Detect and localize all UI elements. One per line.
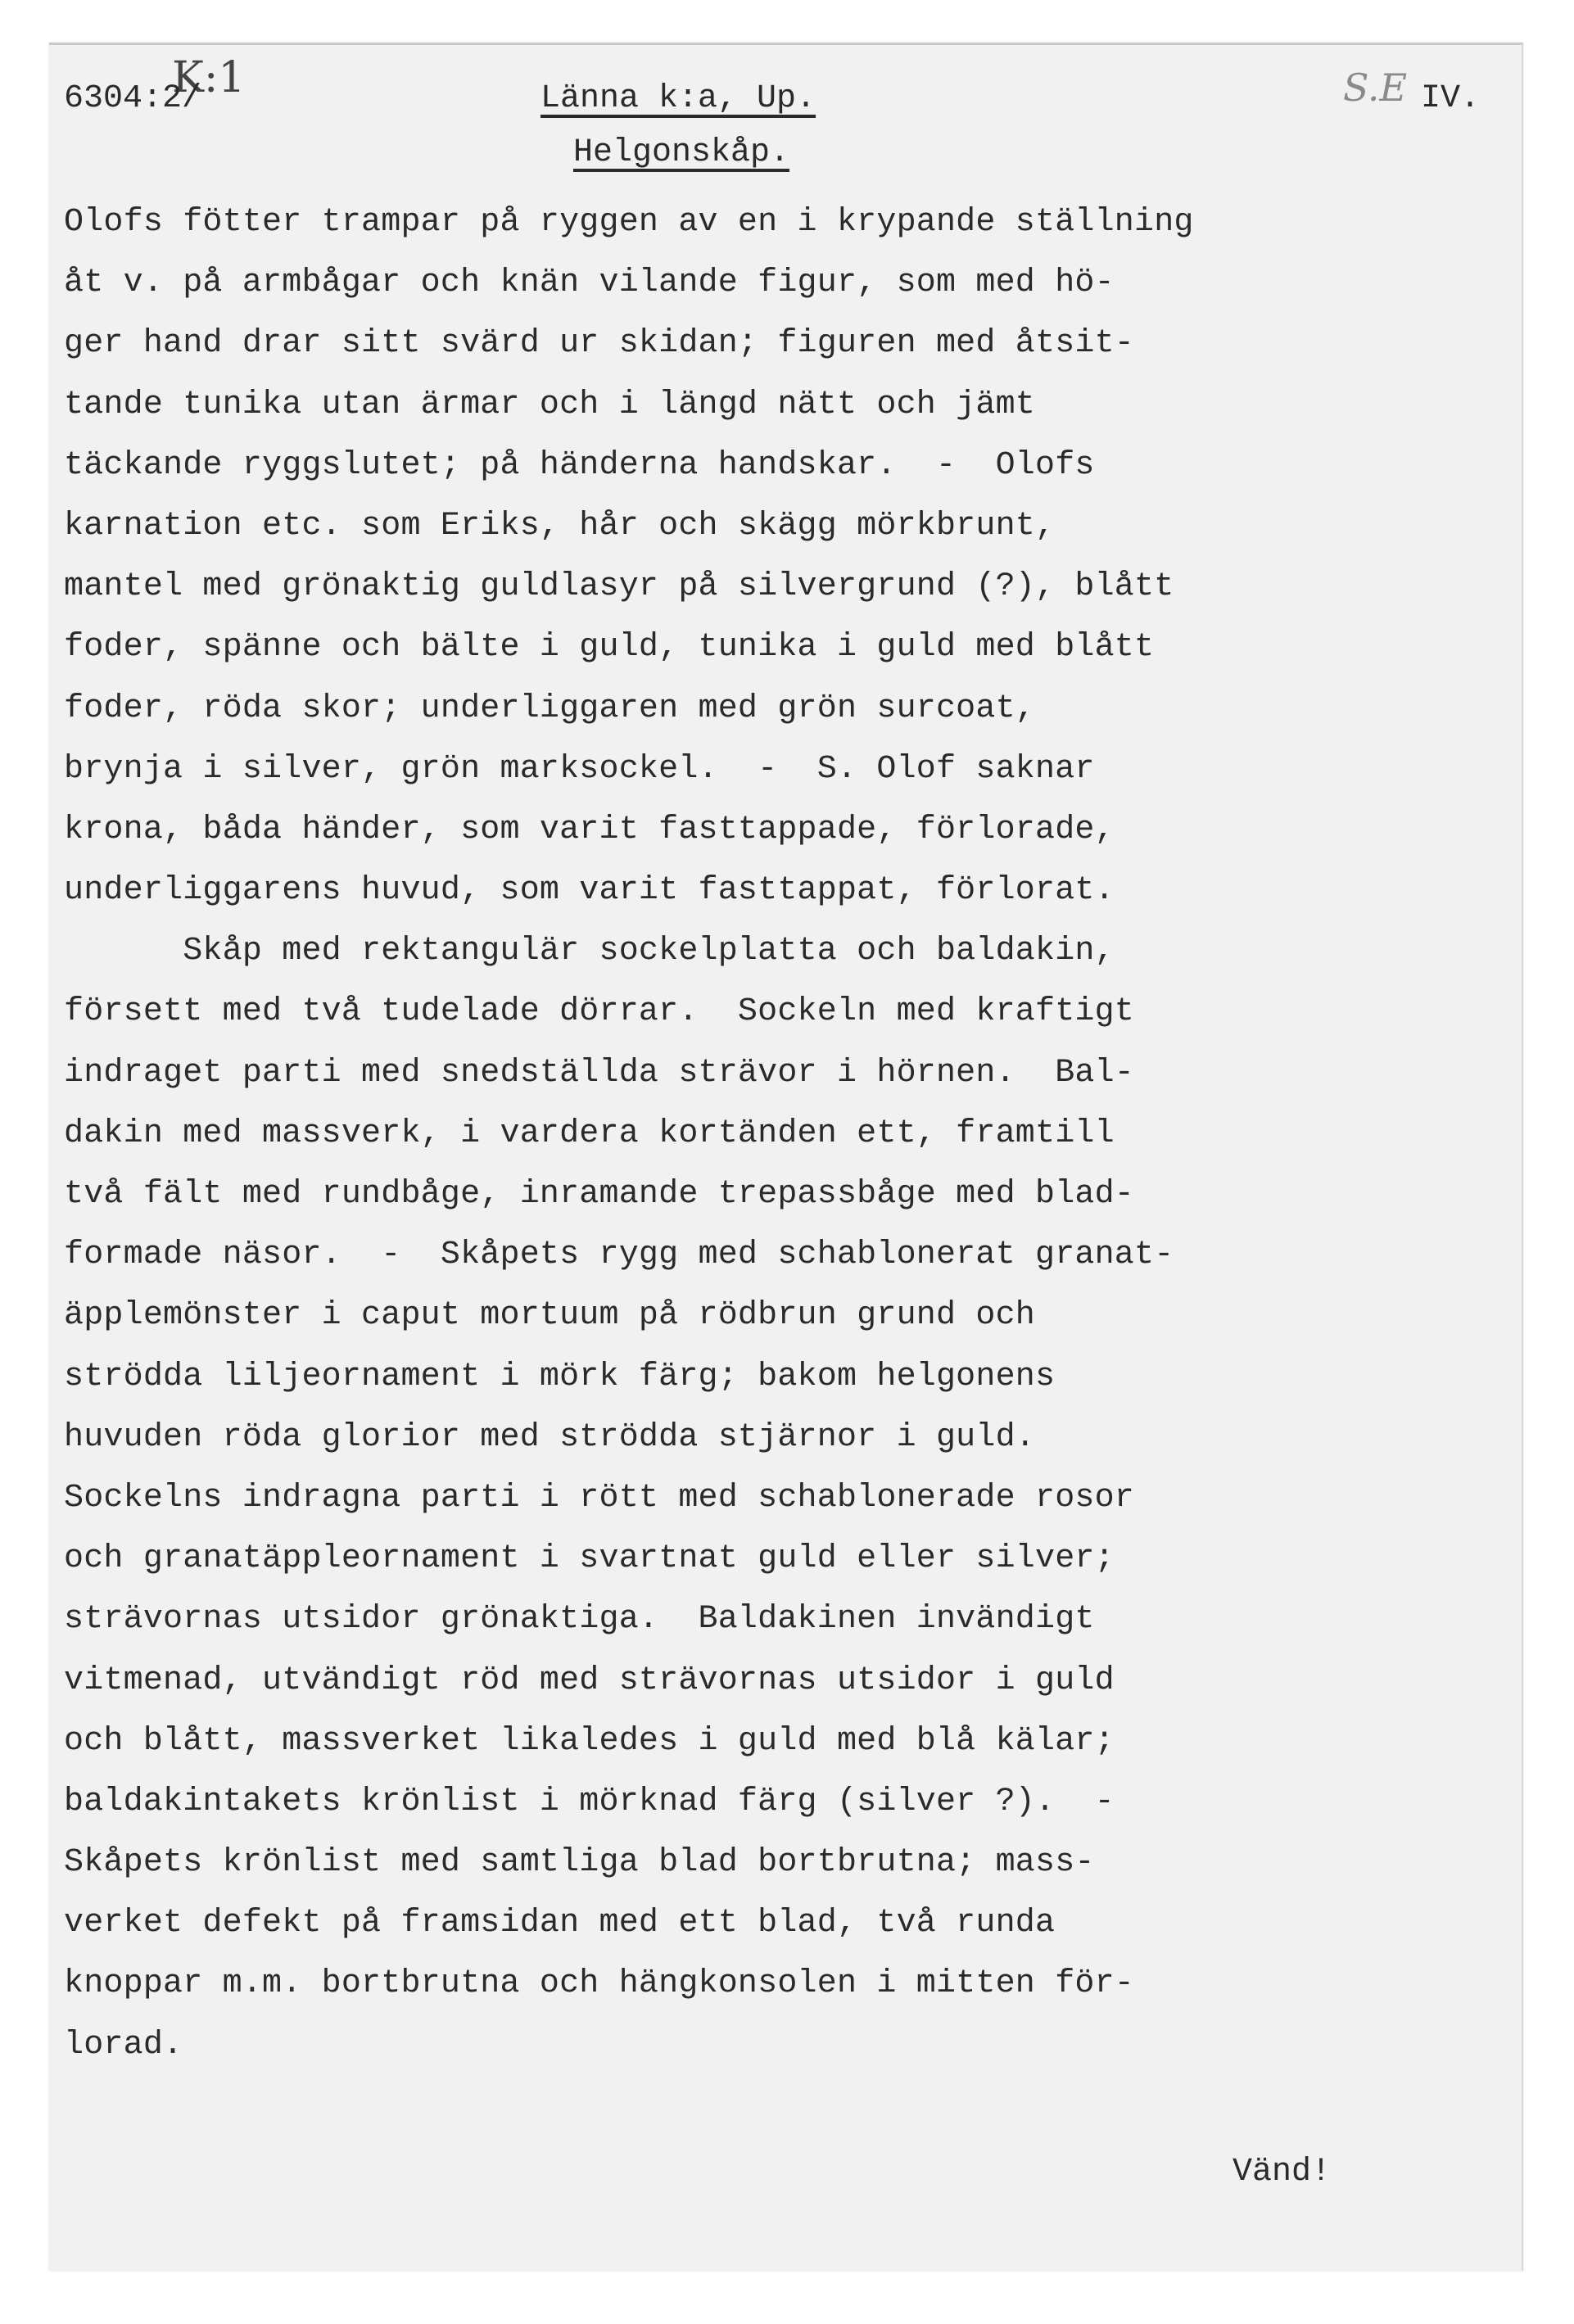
body-line: foder, spänne och bälte i guld, tunika i guld med blått bbox=[64, 629, 1155, 667]
body-line: mantel med grönaktig guldlasyr på silvergrund (?), blått bbox=[64, 568, 1174, 606]
body-line: verket defekt på framsidan med ett blad, två runda bbox=[64, 1905, 1056, 1942]
body-line: strödda liljeornament i mörk färg; bakom helgonens bbox=[64, 1358, 1056, 1395]
body-line: äpplemönster i caput mortuum på rödbrun grund och bbox=[64, 1297, 1035, 1335]
turn-over-note: Vänd! bbox=[1233, 2154, 1332, 2191]
body-line: krona, båda händer, som varit fasttappade, förlorade, bbox=[64, 811, 1115, 848]
body-line: åt v. på armbågar och knän vilande figur, som med hö- bbox=[64, 265, 1115, 302]
card-subtitle: Helgonskåp. bbox=[573, 134, 790, 171]
body-line: ger hand drar sitt svärd ur skidan; figuren med åtsit- bbox=[64, 325, 1135, 363]
body-line: underliggarens huvud, som varit fasttappat, förlorat. bbox=[64, 872, 1115, 910]
body-line: och blått, massverket likaledes i guld med blå kälar; bbox=[64, 1722, 1115, 1760]
body-line: formade näsor. - Skåpets rygg med schablonerat granat- bbox=[64, 1237, 1174, 1274]
body-line: Sockelns indragna parti i rött med schablonerade rosor bbox=[64, 1479, 1135, 1517]
inventory-number: 6304:2/ bbox=[64, 80, 202, 117]
body-line: karnation etc. som Eriks, hår och skägg mörkbrunt, bbox=[64, 507, 1056, 545]
body-line: två fält med rundbåge, inramande trepassbåge med blad- bbox=[64, 1176, 1135, 1213]
body-line: vitmenad, utvändigt röd med strävornas utsidor i guld bbox=[64, 1662, 1115, 1699]
body-line: försett med två tudelade dörrar. Sockeln med kraftigt bbox=[64, 993, 1135, 1031]
body-line: baldakintakets krönlist i mörknad färg (silver ?). - bbox=[64, 1783, 1115, 1820]
body-line: dakin med massverk, i vardera kortänden ett, framtill bbox=[64, 1115, 1115, 1152]
body-line: knoppar m.m. bortbrutna och hängkonsolen i mitten för- bbox=[64, 1965, 1135, 2003]
body-line: brynja i silver, grön marksockel. - S. Olof saknar bbox=[64, 750, 1095, 788]
body-line: lorad. bbox=[64, 2026, 183, 2064]
body-line: Skåpets krönlist med samtliga blad bortbrutna; mass- bbox=[64, 1844, 1095, 1882]
body-line: Olofs fötter trampar på ryggen av en i krypande ställning bbox=[64, 204, 1194, 241]
body-line: täckande ryggslutet; på händerna handskar. - Olofs bbox=[64, 446, 1095, 484]
body-line: huvuden röda glorior med strödda stjärnor i guld. bbox=[64, 1418, 1035, 1456]
handwritten-catalog-mark: K:1 bbox=[172, 53, 246, 102]
body-line: tande tunika utan ärmar och i längd nätt och jämt bbox=[64, 386, 1035, 423]
card-body-text bbox=[64, 192, 1530, 2076]
section-number: IV. bbox=[1421, 80, 1481, 117]
card-title: Länna k:a, Up. bbox=[540, 80, 816, 117]
body-line: och granatäppleornament i svartnat guld eller silver; bbox=[64, 1540, 1115, 1578]
body-line: strävornas utsidor grönaktiga. Baldakinen invändigt bbox=[64, 1601, 1095, 1639]
body-line: foder, röda skor; underliggaren med grön surcoat, bbox=[64, 690, 1035, 727]
handwritten-signature: S.E bbox=[1343, 66, 1408, 110]
body-line: indraget parti med snedställda strävor i hörnen. Bal- bbox=[64, 1054, 1135, 1092]
body-line: Skåp med rektangulär sockelplatta och baldakin, bbox=[64, 933, 1115, 970]
